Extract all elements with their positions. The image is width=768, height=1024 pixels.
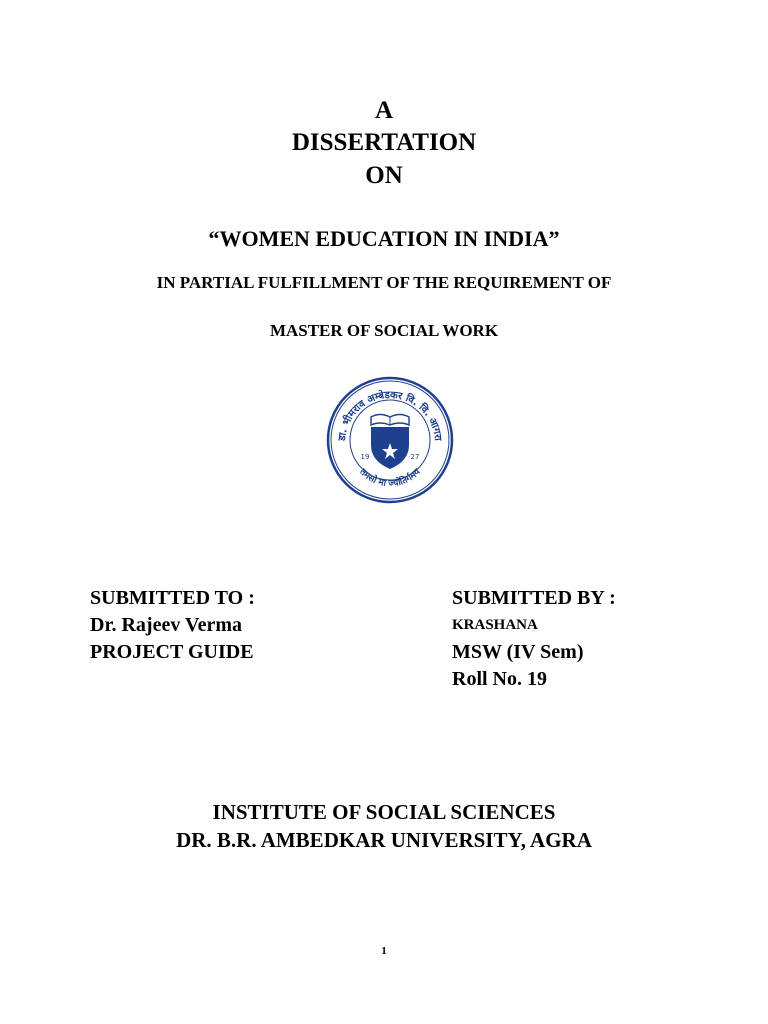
dissertation-title: “WOMEN EDUCATION IN INDIA”: [208, 226, 560, 251]
page-number: 1: [381, 945, 387, 957]
university-seal-logo: [325, 375, 455, 505]
header-line-a: A: [374, 97, 394, 124]
university-name: DR. B.R. AMBEDKAR UNIVERSITY, AGRA: [176, 828, 592, 852]
submitted-to-heading: SUBMITTED TO :: [90, 587, 255, 609]
guide-role: PROJECT GUIDE: [90, 641, 254, 663]
institute-name: INSTITUTE OF SOCIAL SCIENCES: [212, 800, 556, 824]
guide-name: Dr. Rajeev Verma: [90, 614, 243, 636]
submitted-by-block: [452, 585, 616, 693]
seal-bottom-text: तमसो मा ज्योतिर्गमय: [357, 467, 423, 490]
seal-year-left: 19: [360, 453, 370, 461]
student-course: MSW (IV Sem): [452, 641, 584, 663]
student-roll: Roll No. 19: [452, 668, 547, 690]
submitted-by-heading: SUBMITTED BY :: [452, 587, 616, 609]
student-name: KRASHANA: [452, 617, 538, 633]
seal-year-right: 27: [410, 453, 420, 461]
submitted-to-block: [90, 585, 255, 666]
header-line-dissertation: DISSERTATION: [291, 129, 477, 156]
requirement-line: IN PARTIAL FULFILLMENT OF THE REQUIREMENT OF: [156, 273, 612, 292]
seal-top-text: डा. भीमराव अम्बेडकर वि. वि. आगरा: [336, 389, 444, 442]
degree-line: MASTER OF SOCIAL WORK: [269, 321, 499, 340]
header-line-on: ON: [365, 162, 403, 189]
